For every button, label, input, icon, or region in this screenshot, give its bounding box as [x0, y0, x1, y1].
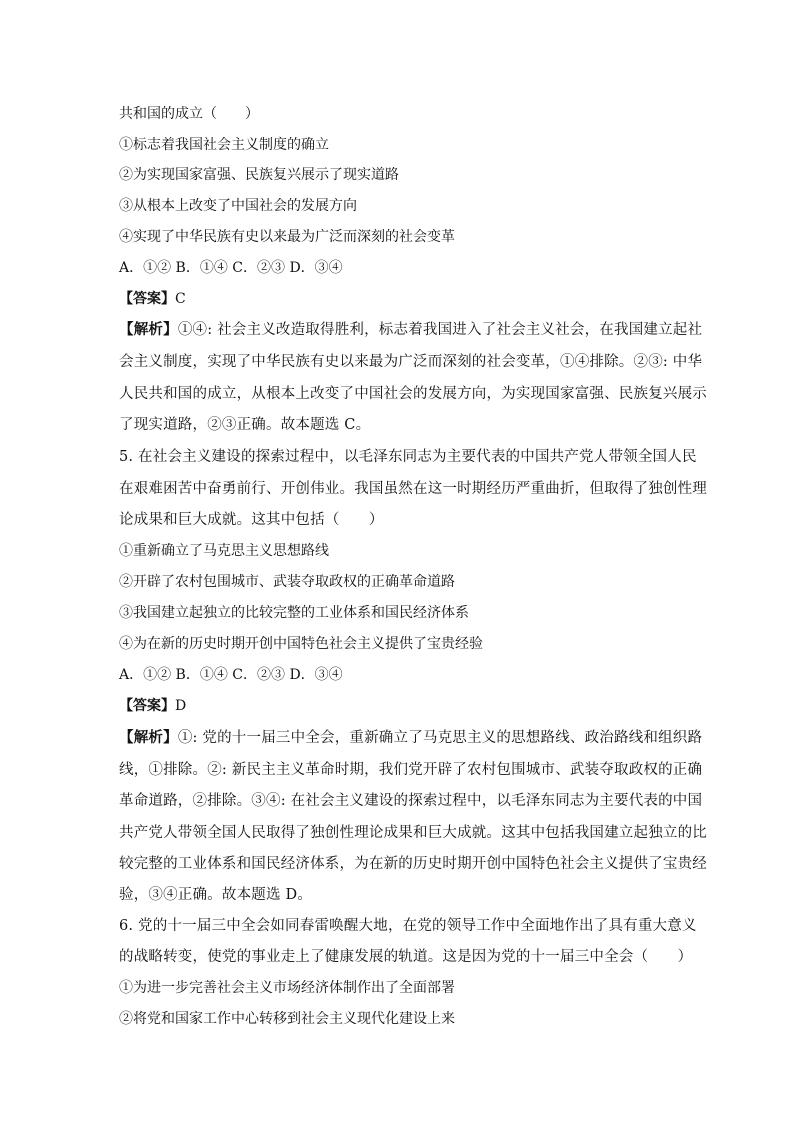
option-statement-1: ①重新确立了马克思主义思想路线 [119, 543, 329, 559]
analysis-line [119, 729, 702, 747]
option-statement-1: ①标志着我国社会主义制度的确立 [119, 137, 329, 153]
analysis-text-line: 共产党人带领全国人民取得了独创性理论成果和巨大成就。这其中包括我国建立起独立的比 [119, 825, 707, 841]
answer-choices: A．①② B．①④ C．②③ D．③④ [119, 667, 343, 683]
option-statement-4: ④为在新的历史时期开创中国特色社会主义提供了宝贵经验 [119, 636, 483, 652]
answer-value: C [175, 291, 186, 307]
analysis-text: ①④: 社会主义改造取得胜利，标志着我国进入了社会主义社会，在我国建立起社 [177, 322, 703, 338]
analysis-label: 【解析】 [119, 321, 178, 338]
question-stem-continuation: 共和国的成立（ ） [119, 106, 259, 122]
answer-value: D [175, 698, 187, 714]
answer-label: 【答案】 [119, 291, 175, 307]
answer-label: 【答案】 [119, 698, 175, 714]
analysis-text: ①: 党的十一届三中全会，重新确立了马克思主义的思想路线、政治路线和组织路 [177, 730, 703, 746]
analysis-line [119, 321, 702, 339]
option-statement-2: ②开辟了农村包围城市、武装夺取政权的正确革命道路 [119, 574, 455, 590]
question-5-stem: 论成果和巨大成就。这其中包括（ ） [119, 512, 384, 528]
answer-line [119, 290, 186, 308]
option-statement-2: ②为实现国家富强、民族复兴展示了现实道路 [119, 167, 399, 183]
option-statement-3: ③我国建立起独立的比较完整的工业体系和国民经济体系 [119, 605, 469, 621]
analysis-text-line: 较完整的工业体系和国民经济体系，为在新的历史时期开创中国特色社会主义提供了宝贵经 [119, 856, 707, 872]
analysis-text-line: 人民共和国的成立，从根本上改变了中国社会的发展方向，为实现国家富强、民族复兴展示 [119, 386, 707, 402]
analysis-text-line: 会主义制度，实现了中华民族有史以来最为广泛而深刻的社会变革，①④排除。②③: 中华 [119, 354, 703, 370]
analysis-text-line: 验，③④正确。故本题选 D。 [119, 887, 313, 903]
analysis-text-line: 线，①排除。②: 新民主主义革命时期，我们党开辟了农村包围城市、武装夺取政权的正确 [119, 762, 703, 778]
option-statement-2: ②将党和国家工作中心转移到社会主义现代化建设上来 [119, 1011, 455, 1027]
option-statement-3: ③从根本上改变了中国社会的发展方向 [119, 198, 357, 214]
question-5-stem: 在艰难困苦中奋勇前行、开创伟业。我国虽然在这一时期经历严重曲折，但取得了独创性理 [119, 481, 707, 497]
answer-line [119, 697, 186, 715]
question-6-stem: 的战略转变，使党的事业走上了健康发展的轨道。这是因为党的十一届三中全会（ ） [119, 949, 693, 965]
option-statement-4: ④实现了中华民族有史以来最为广泛而深刻的社会变革 [119, 229, 455, 245]
question-5-stem: 5. 在社会主义建设的探索过程中，以毛泽东同志为主要代表的中国共产党人带领全国人民 [119, 449, 697, 465]
analysis-label: 【解析】 [119, 729, 178, 746]
option-statement-1: ①为进一步完善社会主义市场经济体制作出了全面部署 [119, 980, 455, 996]
question-6-stem: 6. 党的十一届三中全会如同春雷唤醒大地，在党的领导工作中全面地作出了具有重大意义 [119, 918, 697, 934]
analysis-text-line: 了现实道路，②③正确。故本题选 C。 [119, 417, 371, 433]
analysis-text-line: 革命道路，②排除。③④: 在社会主义建设的探索过程中，以毛泽东同志为主要代表的中国 [119, 793, 703, 809]
answer-choices: A．①② B．①④ C．②③ D．③④ [119, 260, 343, 276]
